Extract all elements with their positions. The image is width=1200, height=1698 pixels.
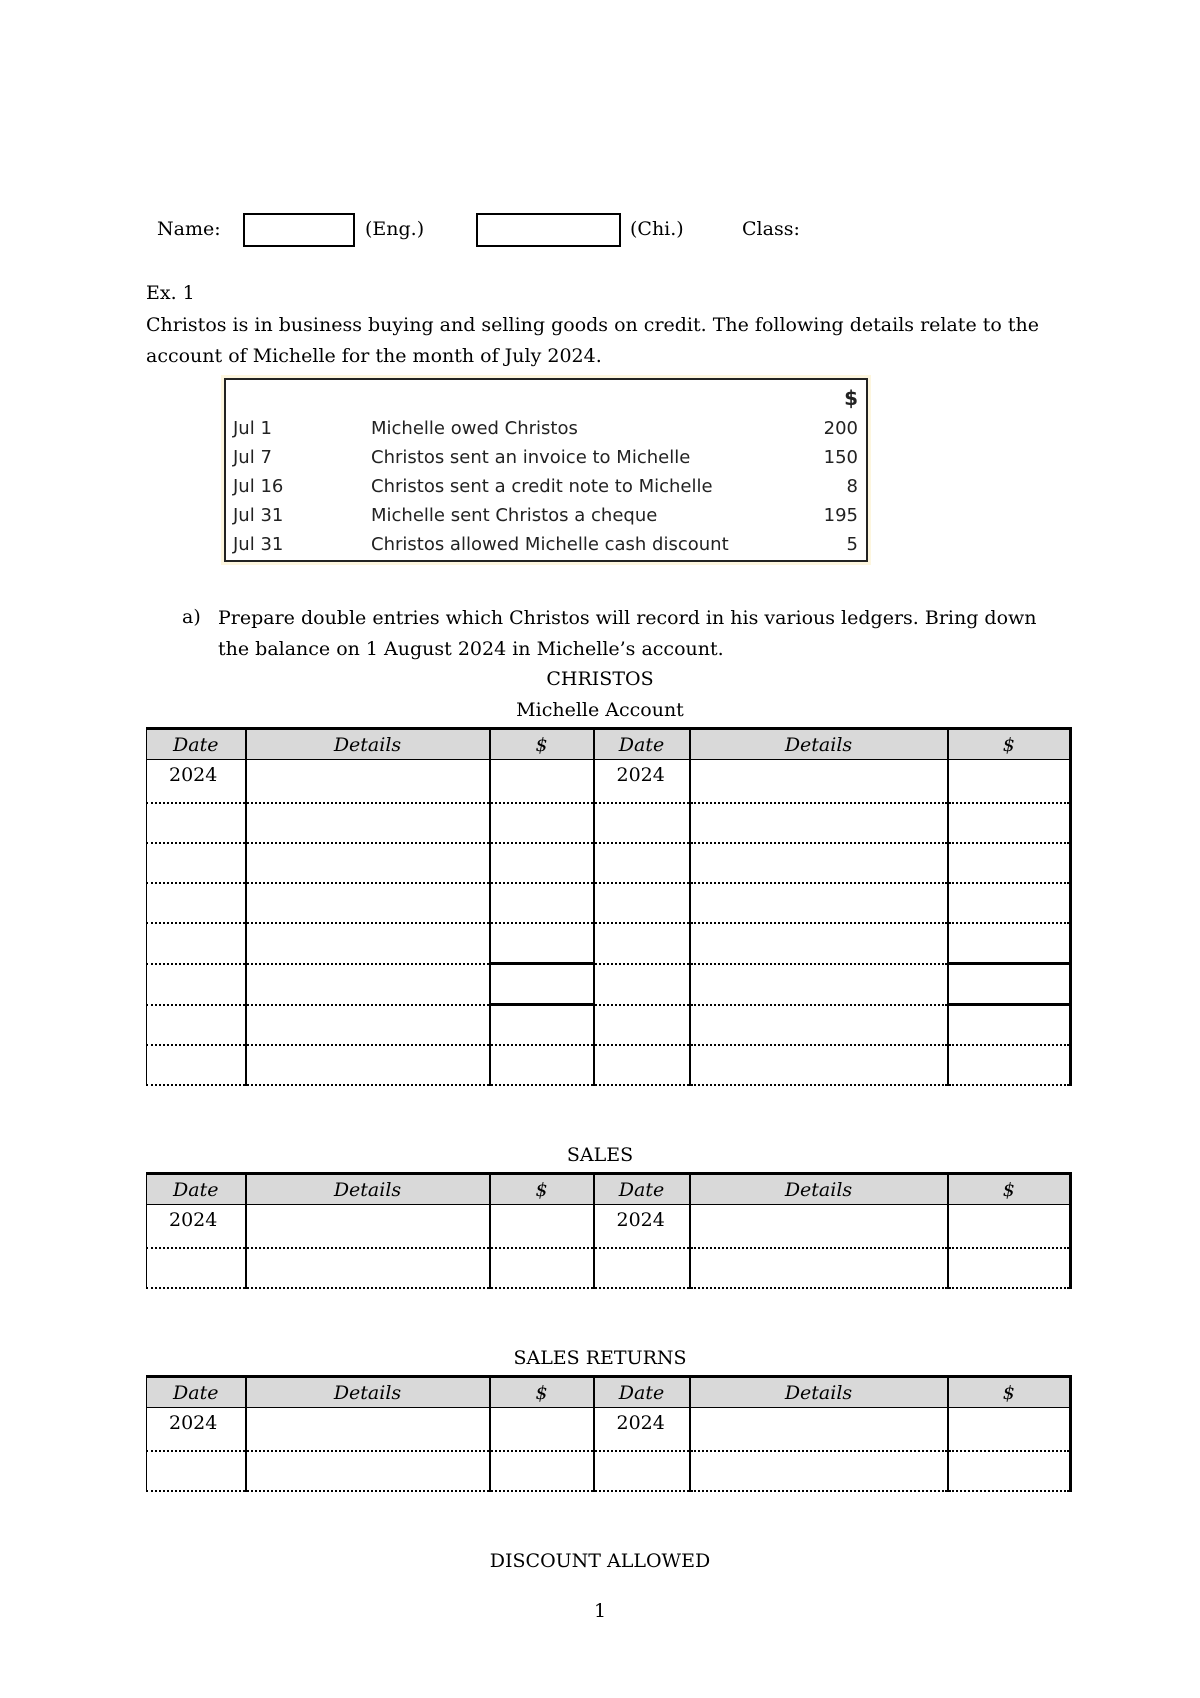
ledger-cell[interactable]: [690, 883, 948, 923]
sales-ledger-table: [146, 1172, 1072, 1289]
transaction-amount: 8: [846, 476, 858, 497]
ledger-cell[interactable]: [490, 1005, 594, 1046]
name-chi-input[interactable]: [476, 213, 621, 247]
ledger-cell[interactable]: [246, 1248, 490, 1288]
col-details-credit: Details: [690, 1174, 948, 1205]
transaction-date: Jul 31: [233, 505, 284, 526]
table-row: [147, 1408, 1071, 1452]
ledger-cell[interactable]: [246, 843, 490, 883]
transaction-date: Jul 7: [233, 447, 272, 468]
year-cell[interactable]: 2024: [147, 1205, 246, 1249]
col-amount-debit: $: [490, 1174, 594, 1205]
col-amount-credit: $: [948, 1174, 1071, 1205]
ledger-account-title: Michelle Account: [516, 699, 684, 721]
page-number: 1: [593, 1600, 607, 1622]
ledger-cell[interactable]: [246, 1408, 490, 1452]
transaction-row: [226, 418, 866, 447]
chi-label: (Chi.): [630, 218, 684, 240]
col-details-credit: Details: [690, 1377, 948, 1408]
ledger-cell[interactable]: [246, 1045, 490, 1085]
ledger-cell[interactable]: [594, 1248, 690, 1288]
ledger-cell[interactable]: [246, 964, 490, 1005]
sales-returns-ledger-title: SALES RETURNS: [513, 1347, 687, 1369]
ledger-cell[interactable]: [490, 883, 594, 923]
ledger-cell[interactable]: [690, 1205, 948, 1249]
col-date-credit: Date: [594, 1174, 690, 1205]
col-details-credit: Details: [690, 729, 948, 760]
col-details-debit: Details: [246, 1174, 490, 1205]
col-date-debit: Date: [147, 729, 246, 760]
transaction-description: Michelle sent Christos a cheque: [371, 505, 658, 526]
col-amount-credit: $: [948, 729, 1071, 760]
col-date-debit: Date: [147, 1377, 246, 1408]
ledger-cell[interactable]: [490, 760, 594, 804]
total-row: [147, 964, 1071, 1005]
table-row: [147, 1005, 1071, 1046]
total-cell-debit[interactable]: [490, 964, 594, 1005]
table-row: [147, 1045, 1071, 1085]
ledger-cell[interactable]: [948, 923, 1071, 964]
ledger-header-row: [147, 1174, 1071, 1205]
ledger-cell[interactable]: [948, 1205, 1071, 1249]
ledger-cell[interactable]: [948, 760, 1071, 804]
transaction-date: Jul 16: [233, 476, 284, 497]
ledger-cell[interactable]: [147, 1005, 246, 1046]
ledger-cell[interactable]: [690, 1045, 948, 1085]
transaction-description: Christos sent an invoice to Michelle: [371, 447, 691, 468]
ledger-cell[interactable]: [690, 843, 948, 883]
year-cell[interactable]: 2024: [594, 1205, 690, 1249]
transaction-amount: 150: [823, 447, 858, 468]
ledger-header-row: [147, 729, 1071, 760]
table-row: [147, 803, 1071, 843]
transaction-amount: 200: [823, 418, 858, 439]
ledger-cell[interactable]: [147, 883, 246, 923]
ledger-cell[interactable]: [246, 883, 490, 923]
table-row: [147, 923, 1071, 964]
transaction-row: [226, 476, 866, 505]
ledger-cell[interactable]: [490, 1205, 594, 1249]
ledger-cell[interactable]: [147, 1248, 246, 1288]
name-label: Name:: [157, 218, 221, 240]
currency-header: $: [844, 386, 858, 410]
ledger-cell[interactable]: [690, 1248, 948, 1288]
eng-label: (Eng.): [365, 218, 425, 240]
sales-ledger-title: SALES: [566, 1144, 634, 1166]
ledger-cell[interactable]: [490, 1408, 594, 1452]
class-label: Class:: [742, 218, 800, 240]
ledger-cell[interactable]: [948, 883, 1071, 923]
ledger-cell[interactable]: [490, 1248, 594, 1288]
ledger-cell[interactable]: [594, 923, 690, 964]
ledger-cell[interactable]: [948, 843, 1071, 883]
ledger-cell[interactable]: [948, 803, 1071, 843]
transaction-date: Jul 1: [233, 418, 272, 439]
transaction-description: Michelle owed Christos: [371, 418, 578, 439]
col-date-credit: Date: [594, 729, 690, 760]
table-row: [147, 1451, 1071, 1491]
ledger-cell[interactable]: [147, 1045, 246, 1085]
year-cell[interactable]: 2024: [147, 760, 246, 804]
ledger-cell[interactable]: [246, 1005, 490, 1046]
question-a-label: a): [182, 606, 201, 628]
ledger-cell[interactable]: [594, 1451, 690, 1491]
col-amount-credit: $: [948, 1377, 1071, 1408]
ledger-cell[interactable]: [490, 803, 594, 843]
ledger-cell[interactable]: [594, 964, 690, 1005]
ledger-cell[interactable]: [690, 760, 948, 804]
ledger-cell[interactable]: [246, 1205, 490, 1249]
ledger-cell[interactable]: [147, 803, 246, 843]
col-amount-debit: $: [490, 1377, 594, 1408]
michelle-ledger-table: [146, 727, 1072, 1086]
ledger-cell[interactable]: [948, 1408, 1071, 1452]
ledger-header-row: [147, 1377, 1071, 1408]
ledger-cell[interactable]: [594, 803, 690, 843]
ledger-cell[interactable]: [690, 964, 948, 1005]
ledger-cell[interactable]: [147, 1451, 246, 1491]
ledger-cell[interactable]: [147, 964, 246, 1005]
transaction-description: Christos sent a credit note to Michelle: [371, 476, 713, 497]
table-row: [147, 883, 1071, 923]
ledger-cell[interactable]: [690, 1005, 948, 1046]
transaction-details-table: [224, 378, 868, 562]
col-date-credit: Date: [594, 1377, 690, 1408]
ledger-cell[interactable]: [690, 923, 948, 964]
question-a-text: Prepare double entries which Christos will record in his various ledgers. Bring down the balance on 1 August 2024 in Michelle’s account.: [218, 607, 1037, 660]
ledger-cell[interactable]: [246, 923, 490, 964]
ledger-cell[interactable]: [948, 1005, 1071, 1046]
col-details-debit: Details: [246, 1377, 490, 1408]
ledger-cell[interactable]: [690, 803, 948, 843]
col-date-debit: Date: [147, 1174, 246, 1205]
table-row: [147, 1205, 1071, 1249]
ledger-cell[interactable]: [690, 1451, 948, 1491]
ledger-cell[interactable]: [490, 843, 594, 883]
exercise-intro: Christos is in business buying and selling goods on credit. The following details relate to the account of Michelle for the month of July 2024.: [146, 314, 1039, 367]
transaction-date: Jul 31: [233, 534, 284, 555]
col-amount-debit: $: [490, 729, 594, 760]
ledger-cell[interactable]: [246, 803, 490, 843]
ledger-cell[interactable]: [594, 1005, 690, 1046]
ledger-cell[interactable]: [246, 760, 490, 804]
ledger-cell[interactable]: [246, 1451, 490, 1491]
col-details-debit: Details: [246, 729, 490, 760]
discount-allowed-ledger-title: DISCOUNT ALLOWED: [489, 1550, 711, 1572]
ledger-cell[interactable]: [690, 1408, 948, 1452]
year-cell[interactable]: 2024: [147, 1408, 246, 1452]
ledger-cell[interactable]: [147, 843, 246, 883]
transaction-amount: 5: [846, 534, 858, 555]
table-row: [147, 1248, 1071, 1288]
sales-returns-ledger-table: [146, 1375, 1072, 1492]
ledger-cell[interactable]: [147, 923, 246, 964]
year-cell[interactable]: 2024: [594, 760, 690, 804]
transaction-description: Christos allowed Michelle cash discount: [371, 534, 729, 555]
ledger-cell[interactable]: [490, 923, 594, 964]
name-eng-input[interactable]: [243, 213, 355, 247]
ledger-cell[interactable]: [948, 1045, 1071, 1085]
ledger-cell[interactable]: [594, 843, 690, 883]
ledger-cell[interactable]: [490, 1451, 594, 1491]
transaction-amount: 195: [823, 505, 858, 526]
ledger-cell[interactable]: [490, 1045, 594, 1085]
ledger-cell[interactable]: [594, 1045, 690, 1085]
ledger-cell[interactable]: [948, 1248, 1071, 1288]
transaction-row: [226, 447, 866, 476]
table-row: [147, 760, 1071, 804]
transaction-row: [226, 505, 866, 534]
table-row: [147, 843, 1071, 883]
transaction-row: [226, 534, 866, 563]
ledger-cell[interactable]: [948, 1451, 1071, 1491]
ledger-owner-title: CHRISTOS: [546, 668, 654, 690]
total-cell-credit[interactable]: [948, 964, 1071, 1005]
ledger-cell[interactable]: [594, 883, 690, 923]
exercise-title: Ex. 1: [146, 282, 195, 304]
year-cell[interactable]: 2024: [594, 1408, 690, 1452]
